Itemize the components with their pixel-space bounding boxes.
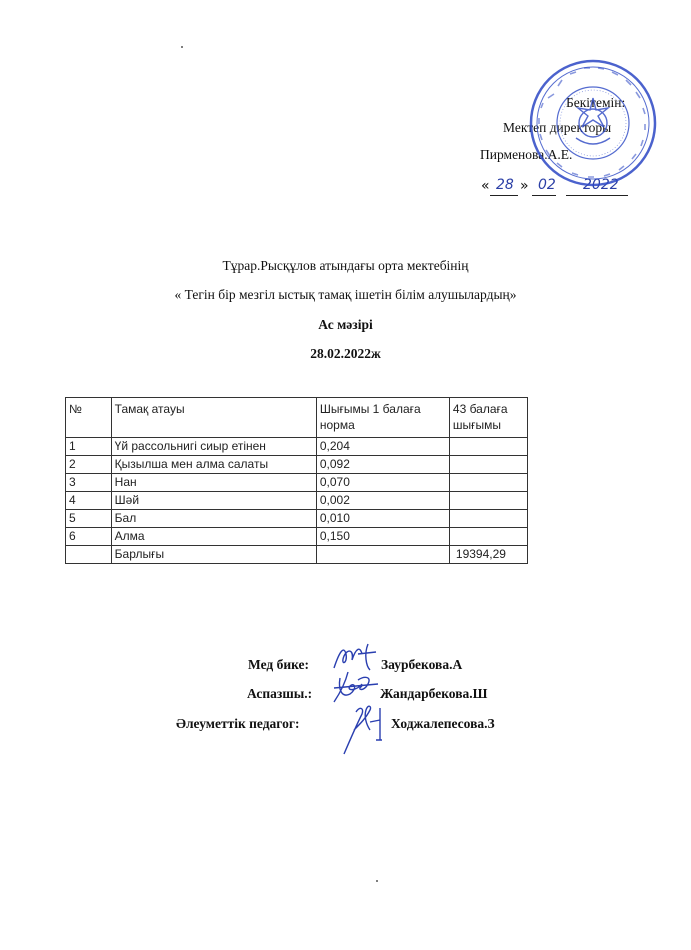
row-norm: 0,070 [316, 474, 449, 492]
approval-title: Бекітемін: [566, 95, 626, 110]
heading-menu-title: Ас мәзірі [318, 317, 373, 332]
signature-label-social-pedagogue: Әлеуметтік педагог: [176, 716, 300, 731]
signature-name-cook: Жандарбекова.Ш [380, 686, 488, 701]
row-number: 4 [66, 492, 112, 510]
row-number: 6 [66, 528, 112, 546]
date-close-quote: » [520, 178, 529, 194]
scan-speck [376, 880, 378, 882]
row-dish-name: Қызылша мен алма салаты [111, 456, 316, 474]
row-total [449, 492, 527, 510]
row-norm: 0,002 [316, 492, 449, 510]
row-norm: 0,092 [316, 456, 449, 474]
menu-table [65, 397, 528, 564]
date-month-underline [532, 195, 556, 196]
date-day-underline [490, 195, 518, 196]
table-footer-row [66, 546, 528, 564]
row-norm: 0,204 [316, 438, 449, 456]
table-header-row [66, 398, 528, 438]
date-year-underline [566, 195, 628, 196]
row-dish-name: Нан [111, 474, 316, 492]
row-number: 1 [66, 438, 112, 456]
row-number: 2 [66, 456, 112, 474]
approval-name: Пирменова.А.Е. [480, 147, 573, 162]
header-number: № [66, 398, 112, 438]
row-norm: 0,010 [316, 510, 449, 528]
signature-label-nurse: Мед бике: [248, 657, 310, 672]
table-row [66, 456, 528, 474]
header-total-43: 43 балаға шығымы [449, 398, 527, 438]
table-row [66, 510, 528, 528]
heading-program: « Тегін бір мезгіл ыстық тамақ ішетін білім алушылардың» [174, 287, 517, 302]
school-seal-stamp [528, 58, 658, 188]
table-row [66, 438, 528, 456]
scan-speck [181, 46, 183, 48]
footer-total: 19394,29 [449, 546, 527, 564]
date-open-quote: « [481, 178, 490, 194]
row-dish-name: Алма [111, 528, 316, 546]
row-total [449, 438, 527, 456]
header-norm-per-child: Шығымы 1 балаға норма [316, 398, 449, 438]
row-dish-name: Бал [111, 510, 316, 528]
row-total [449, 528, 527, 546]
footer-empty [316, 546, 449, 564]
table-row [66, 492, 528, 510]
table-row [66, 528, 528, 546]
row-norm: 0,150 [316, 528, 449, 546]
table-row [66, 474, 528, 492]
row-total [449, 456, 527, 474]
signature-name-nurse: Заурбекова.А [381, 657, 463, 672]
date-month: 02 [538, 177, 556, 193]
social-pedagogue-handwritten-signature [340, 700, 386, 758]
heading-date: 28.02.2022ж [310, 346, 381, 361]
signature-label-cook: Аспазшы.: [247, 686, 313, 701]
row-dish-name: Шәй [111, 492, 316, 510]
header-dish-name: Тамақ атауы [111, 398, 316, 438]
row-total [449, 510, 527, 528]
footer-empty [66, 546, 112, 564]
signature-name-social-pedagogue: Ходжалепесова.З [391, 716, 495, 731]
row-dish-name: Үй рассольнигі сиыр етінен [111, 438, 316, 456]
row-number: 5 [66, 510, 112, 528]
row-total [449, 474, 527, 492]
date-day: 28 [496, 177, 514, 193]
row-number: 3 [66, 474, 112, 492]
footer-label: Барлығы [111, 546, 316, 564]
date-year: 2022 [583, 177, 619, 193]
heading-school: Тұрар.Рысқұлов атындағы орта мектебінің [222, 258, 469, 273]
approval-position: Мектеп директоры [503, 120, 612, 135]
